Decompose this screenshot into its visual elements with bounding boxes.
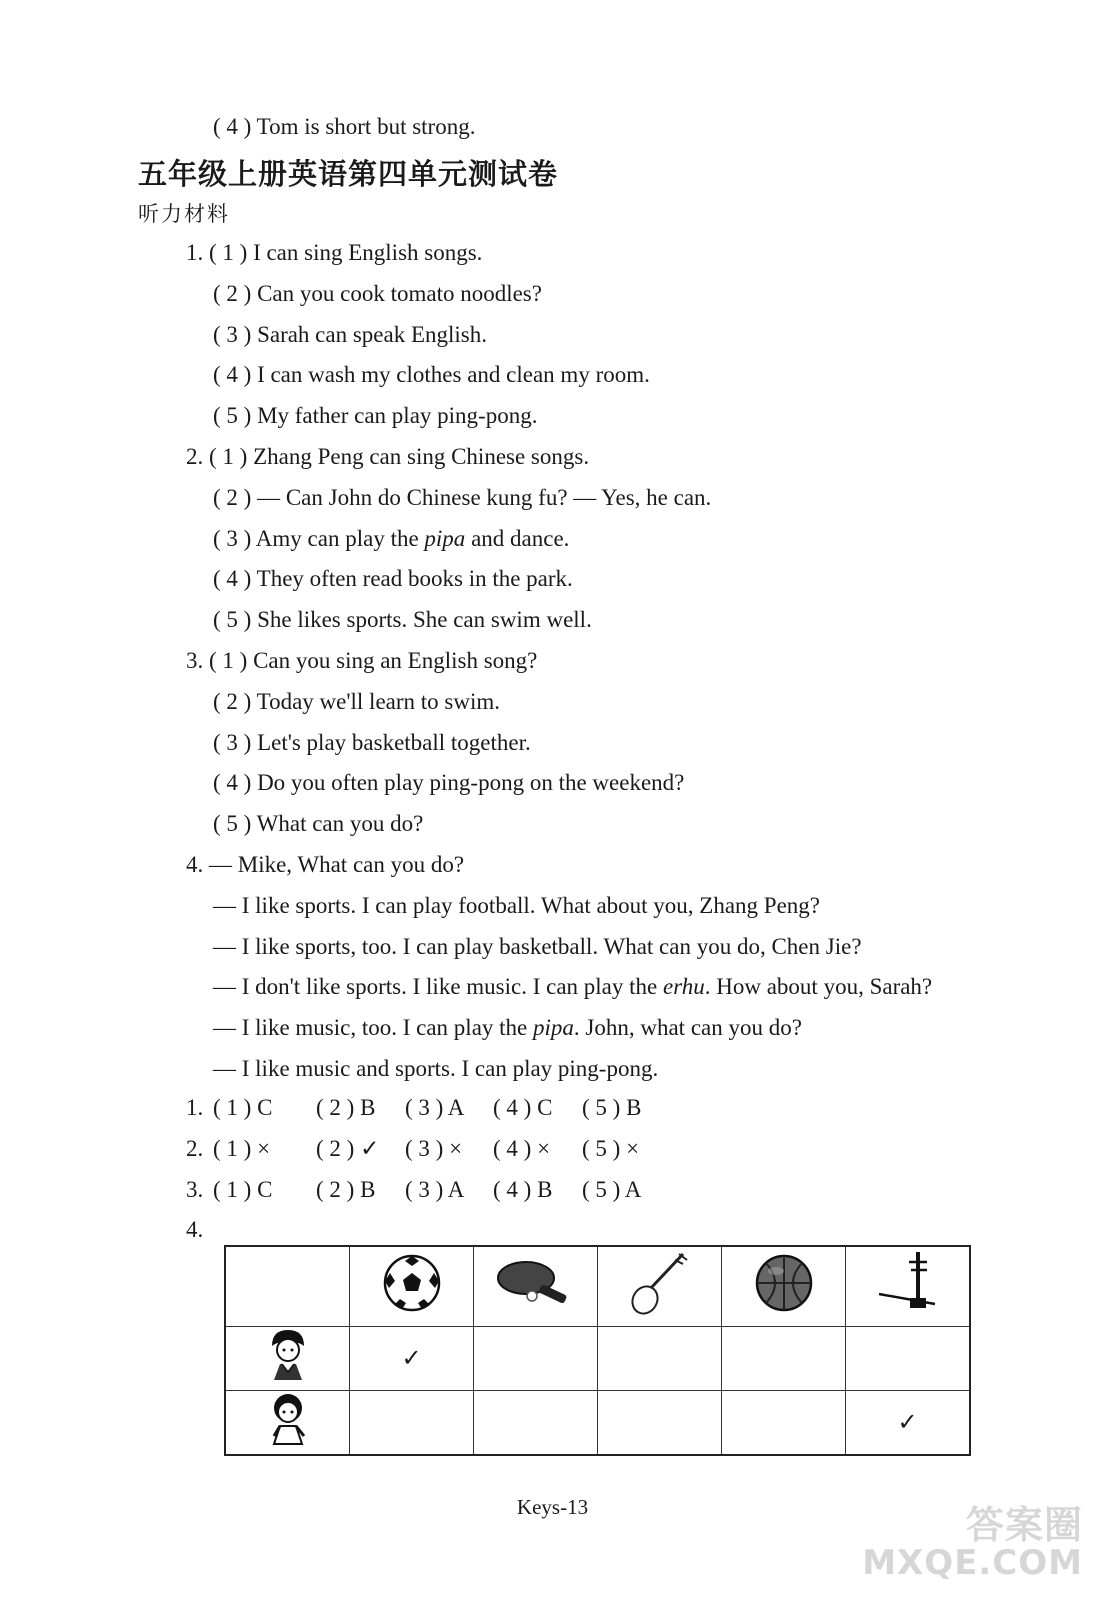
football-icon (382, 1253, 442, 1313)
pipa-icon (625, 1248, 695, 1318)
erhu-icon (873, 1248, 943, 1318)
answer-item: ( 2 ) ✓ (316, 1136, 380, 1161)
table-header-cell (350, 1246, 474, 1327)
answer-item: ( 1 ) C (213, 1177, 273, 1202)
material-line: — I like music and sports. I can play ping-pong. (213, 1056, 659, 1081)
section-subtitle: 听力材料 (138, 202, 230, 226)
answer-number: 1. (186, 1095, 204, 1120)
watermark-url: MXQE.COM (862, 1543, 1083, 1583)
watermark (862, 1503, 1083, 1583)
material-line: ( 4 ) I can wash my clothes and clean my room. (213, 362, 650, 388)
material-line: ( 5 ) My father can play ping-pong. (213, 403, 538, 429)
answer-table (224, 1245, 971, 1456)
material-line: 1. ( 1 ) I can sing English songs. (186, 240, 483, 265)
material-line: ( 3 ) Amy can play the pipa and dance. (213, 525, 570, 551)
page-title: 五年级上册英语第四单元测试卷 (138, 157, 559, 191)
answer-item: ( 1 ) × (213, 1136, 271, 1161)
basketball-icon (754, 1253, 814, 1313)
answer-number: 3. (186, 1177, 204, 1202)
answer-item: ( 2 ) B (316, 1177, 376, 1202)
answer-item: ( 2 ) B (316, 1095, 376, 1120)
table-corner-cell (225, 1246, 350, 1327)
table-header-row (225, 1246, 970, 1327)
answer-item: ( 4 ) C (493, 1095, 553, 1120)
material-line: ( 5 ) What can you do? (213, 811, 424, 837)
table-cell (474, 1391, 598, 1456)
answer-item: ( 5 ) × (582, 1136, 640, 1161)
table-avatar-cell (225, 1327, 350, 1391)
table-header-cell (722, 1246, 846, 1327)
boy-avatar-icon (266, 1328, 310, 1382)
material-line: ( 2 ) — Can John do Chinese kung fu? — Yes, he can. (213, 484, 712, 510)
table-header-cell (846, 1246, 971, 1327)
table-cell (350, 1391, 474, 1456)
ping-pong-paddle-icon (496, 1258, 576, 1308)
table-cell (598, 1391, 722, 1456)
table-cell (846, 1327, 971, 1391)
table-cell (722, 1391, 846, 1456)
watermark-logo: 答案圈 (965, 1503, 1083, 1547)
table-number: 4. (186, 1217, 204, 1242)
material-line: — I like sports. I can play football. What about you, Zhang Peng? (213, 892, 821, 918)
material-line: 4. — Mike, What can you do? (186, 852, 465, 877)
material-line: ( 3 ) Let's play basketball together. (213, 729, 531, 755)
table-cell: ✓ (350, 1327, 474, 1391)
material-line: — I like sports, too. I can play basketball. What can you do, Chen Jie? (213, 933, 862, 959)
table-cell: ✓ (846, 1391, 971, 1456)
answer-item: ( 3 ) A (405, 1095, 465, 1120)
answer-item: ( 5 ) B (582, 1095, 642, 1120)
girl-avatar-icon (266, 1392, 310, 1446)
answer-item: ( 4 ) B (493, 1177, 553, 1202)
table-row (225, 1327, 970, 1391)
material-line: 2. ( 1 ) Zhang Peng can sing Chinese songs. (186, 444, 590, 469)
material-line: ( 3 ) Sarah can speak English. (213, 321, 488, 347)
material-line: 3. ( 1 ) Can you sing an English song? (186, 648, 538, 673)
answer-item: ( 1 ) C (213, 1095, 273, 1120)
material-line: ( 4 ) They often read books in the park. (213, 566, 573, 592)
material-line: ( 4 ) Do you often play ping-pong on the weekend? (213, 770, 685, 796)
table-row (225, 1391, 970, 1456)
table-header-cell (474, 1246, 598, 1327)
answer-item: ( 3 ) A (405, 1177, 465, 1202)
material-line: ( 5 ) She likes sports. She can swim well. (213, 607, 592, 633)
answer-number: 2. (186, 1136, 204, 1161)
table-cell (598, 1327, 722, 1391)
top-line: ( 4 ) Tom is short but strong. (213, 114, 476, 139)
material-line: ( 2 ) Can you cook tomato noodles? (213, 280, 542, 306)
answer-item: ( 3 ) × (405, 1136, 463, 1161)
material-line: — I like music, too. I can play the pipa. John, what can you do? (213, 1015, 802, 1041)
answer-item: ( 4 ) × (493, 1136, 551, 1161)
material-line: — I don't like sports. I like music. I can play the erhu. How about you, Sarah? (213, 974, 933, 1000)
table-cell (474, 1327, 598, 1391)
table-cell (722, 1327, 846, 1391)
material-line: ( 2 ) Today we'll learn to swim. (213, 688, 500, 714)
table-avatar-cell (225, 1391, 350, 1456)
answer-item: ( 5 ) A (582, 1177, 642, 1202)
page-footer: Keys-13 (516, 1495, 589, 1519)
table-header-cell (598, 1246, 722, 1327)
